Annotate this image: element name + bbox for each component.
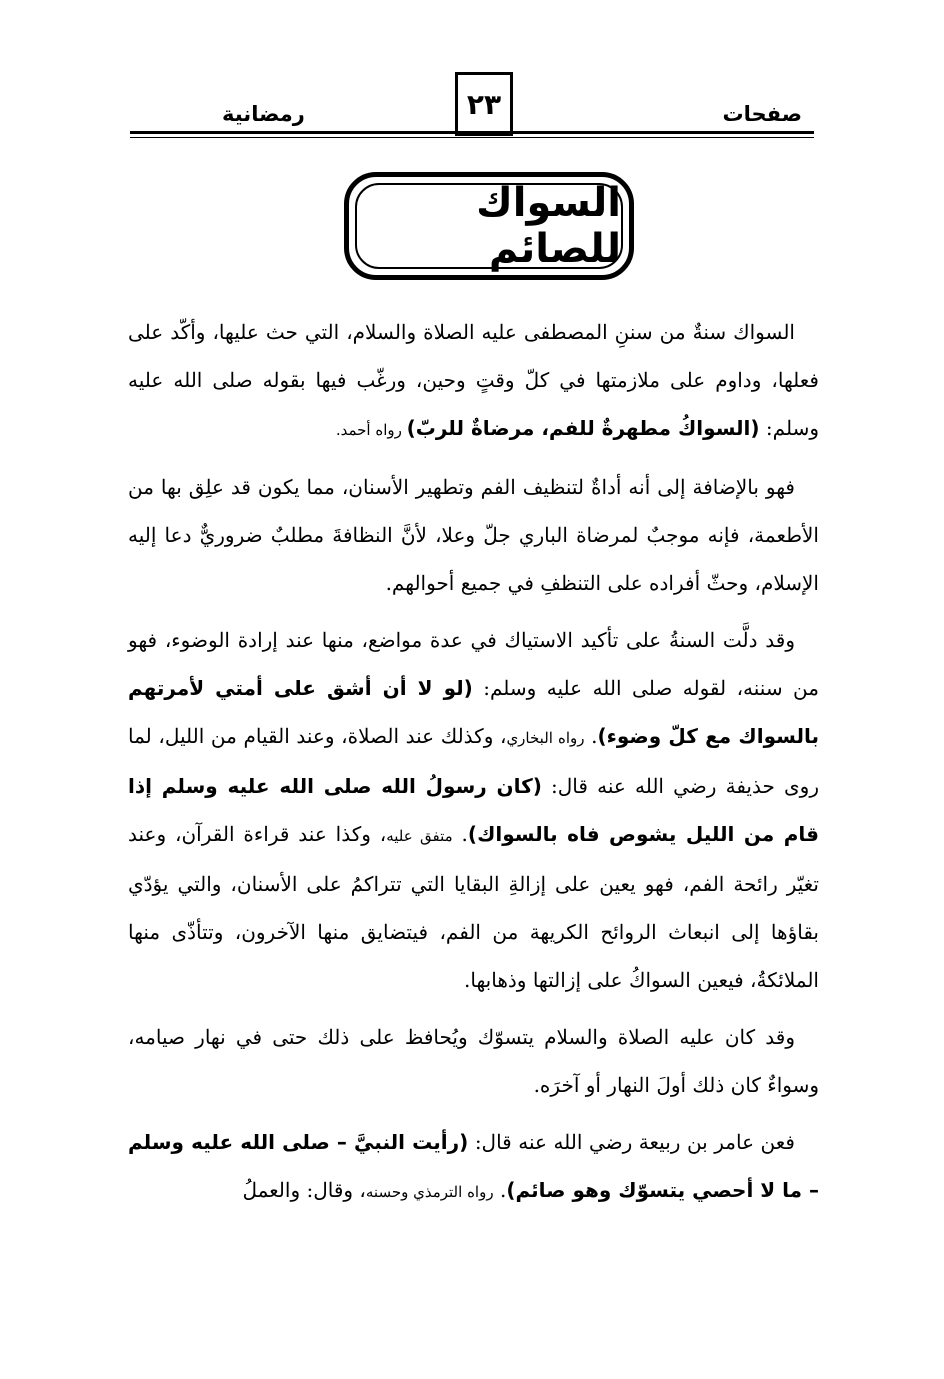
title-inner-frame [355,180,623,272]
paragraph-text: وقد دلَّت السنةُ على تأكيد الاستياك في عدة مواضع، منها عند إرادة الوضوء، فهو من سننه، لقوله صلى الله عليه وسلم: [128,628,819,700]
article-body [128,308,819,1225]
citation: متفق عليه [386,827,453,845]
paragraph-text: فهو بالإضافة إلى أنه أداةٌ لتنظيف الفم وتطهير الأسنان، مما يكون قد علِق بها من الأطعمة، فإنه موجبٌ لمرضاة الباري جلّ وعلا، لأنَّ النظافةَ مطلبٌ ضروريٌّ دعا إليه الإسلام، وحثّ أفراده على التنظفِ في جميع أحوالهم. [128,475,819,595]
paragraph-text: فعن عامر بن ربيعة رضي الله عنه قال: [468,1130,795,1154]
paragraph-text: السواك سنةٌ من سننِ المصطفى عليه الصلاة والسلام، التي حث عليها، وأكّد على فعلها، وداوم على ملازمتها في كلّ وقتٍ وحين، ورغّب فيها بقوله صلى الله عليه وسلم: [128,320,819,440]
hadith-quote: (لو لا أن أشق على أمتي لأمرتهم بالسواك مع كلّ وضوء) [128,676,819,748]
paragraph-text: ، وكذا عند قراءة القرآن، وعند تغيّر رائحة الفم، فهو يعين على إزالةِ البقايا التي تتراكمُ على الأسنان، والتي يؤدّي بقاؤها إلى انبعاث الروائح الكريهة من الفم، فيتضايق منها الآخرون، وتتأذّى منها الملائكةُ، فيعين السواكُ على إزالتها وذهابها. [128,822,819,992]
citation: رواه البخاري [506,729,585,747]
paragraph-text: ، وكذلك عند الصلاة، وعند القيام من الليل، لما روى حذيفة رضي الله عنه قال: [128,724,819,798]
paragraph [128,463,819,607]
header-rule-thin [130,137,814,138]
hadith-quote: (كان رسولُ الله صلى الله عليه وسلم إذا قام من الليل يشوص فاه بالسواك) [128,774,820,846]
title-frame [344,172,634,280]
paragraph-text: وقد كان عليه الصلاة والسلام يتسوّك ويُحافظ على ذلك حتى في نهار صيامه، وسواءٌ كان ذلك أولَ النهار أو آخرَه. [128,1025,819,1097]
article-title: السواك للصائم [476,180,621,272]
paragraph-text: ، وقال: والعملُ [242,1178,366,1202]
page-number: ٢٣ [466,87,502,121]
hadith-quote: (السواكُ مطهرةٌ للفم، مرضاةٌ للربّ) [406,416,760,440]
paragraph [128,1013,819,1109]
paragraph-text: . [452,822,468,846]
hadith-quote: (رأيت النبيَّ – صلى الله عليه وسلم – ما لا أحصي يتسوّك وهو صائم) [128,1130,819,1202]
paragraph-text: . [584,724,598,748]
paragraph [128,616,819,1004]
header-right-title: صفحات [722,102,802,126]
paragraph-text: . [493,1178,507,1202]
page-header [130,70,814,140]
citation: رواه أحمد. [335,421,407,439]
paragraph [128,1118,819,1216]
header-left-title: رمضانية [222,102,305,126]
page-number-box [455,72,513,136]
paragraph [128,308,819,454]
header-rule-thick [130,131,814,134]
citation: رواه الترمذي وحسنه [365,1183,494,1201]
